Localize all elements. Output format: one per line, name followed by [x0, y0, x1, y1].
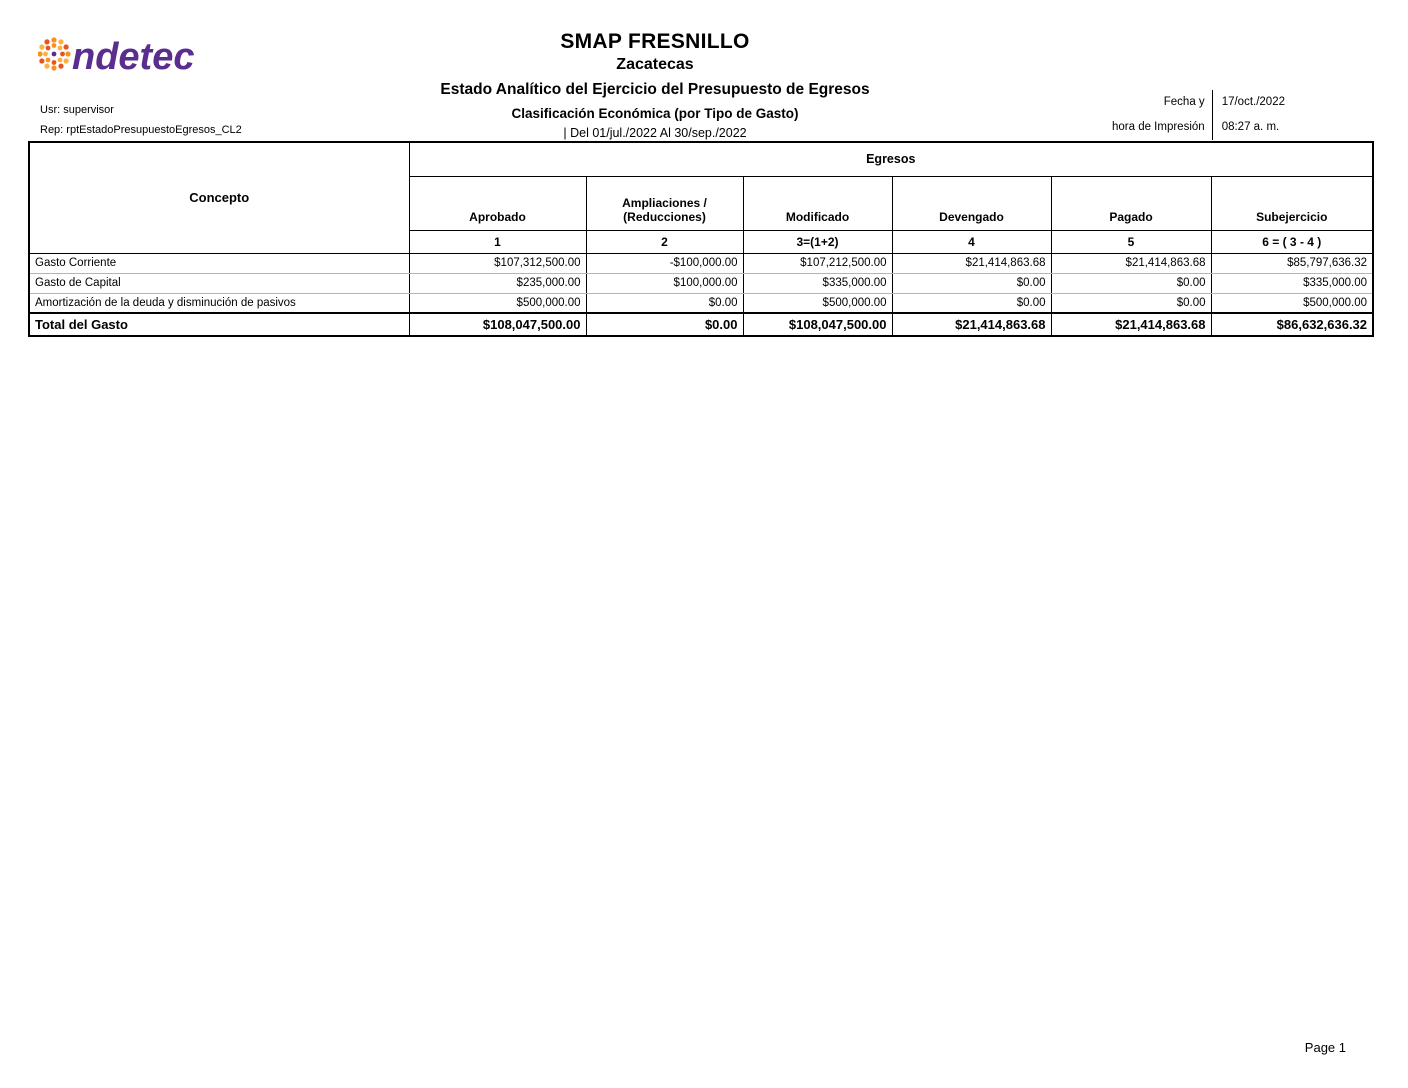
- column-header-aprobado: Aprobado: [409, 176, 586, 230]
- cell-devengado: $0.00: [892, 293, 1051, 313]
- print-date-labels: [1112, 90, 1212, 140]
- total-modificado: $108,047,500.00: [743, 313, 892, 336]
- cell-aprobado: $107,312,500.00: [409, 253, 586, 273]
- cell-ampliaciones: $100,000.00: [586, 273, 743, 293]
- cell-devengado: $0.00: [892, 273, 1051, 293]
- total-pagado: $21,414,863.68: [1051, 313, 1211, 336]
- time-value: 08:27 a. m.: [1221, 121, 1280, 133]
- date-label: Fecha y: [1163, 96, 1205, 108]
- total-ampliaciones: $0.00: [586, 313, 743, 336]
- cell-pagado: $21,414,863.68: [1051, 253, 1211, 273]
- report-label: Rep: rptEstadoPresupuestoEgresos_CL2: [40, 124, 242, 136]
- row-concept: Gasto de Capital: [29, 273, 409, 293]
- column-number-4: 4: [892, 230, 1051, 253]
- cell-subejercicio: $500,000.00: [1211, 293, 1373, 313]
- period-label: | Del 01/jul./2022 Al 30/sep./2022: [563, 126, 747, 140]
- cell-aprobado: $500,000.00: [409, 293, 586, 313]
- cell-ampliaciones: -$100,000.00: [586, 253, 743, 273]
- cell-pagado: $0.00: [1051, 293, 1211, 313]
- cell-ampliaciones: $0.00: [586, 293, 743, 313]
- user-label: Usr: supervisor: [40, 104, 114, 116]
- cell-modificado: $335,000.00: [743, 273, 892, 293]
- cell-devengado: $21,414,863.68: [892, 253, 1051, 273]
- cell-subejercicio: $335,000.00: [1211, 273, 1373, 293]
- report-title: Estado Analítico del Ejercicio del Presupuesto de Egresos: [440, 81, 870, 98]
- column-header-pagado: Pagado: [1051, 176, 1211, 230]
- total-row: [29, 313, 1373, 336]
- total-devengado: $21,414,863.68: [892, 313, 1051, 336]
- cell-aprobado: $235,000.00: [409, 273, 586, 293]
- table-row-gasto-corriente: [29, 253, 1373, 273]
- column-number-3: 3=(1+2): [743, 230, 892, 253]
- egresos-table-wrap: [28, 141, 1374, 337]
- cell-subejercicio: $85,797,636.32: [1211, 253, 1373, 273]
- column-header-modificado: Modificado: [743, 176, 892, 230]
- egresos-table: [28, 141, 1374, 337]
- column-number-5: 5: [1051, 230, 1211, 253]
- column-number-1: 1: [409, 230, 586, 253]
- time-label: hora de Impresión: [1111, 121, 1205, 133]
- column-header-devengado: Devengado: [892, 176, 1051, 230]
- total-label: Total del Gasto: [29, 313, 409, 336]
- row-concept: Gasto Corriente: [29, 253, 409, 273]
- column-header-ampliaciones: Ampliaciones / (Reducciones): [586, 176, 743, 230]
- column-number-2: 2: [586, 230, 743, 253]
- classification-title: Clasificación Económica (por Tipo de Gasto): [511, 106, 799, 121]
- org-title: SMAP FRESNILLO: [560, 30, 750, 53]
- date-value: 17/oct./2022: [1221, 96, 1285, 108]
- row-concept: Amortización de la deuda y disminución de pasivos: [29, 293, 409, 313]
- column-number-6: 6 = ( 3 - 4 ): [1211, 230, 1373, 253]
- table-row-gasto-capital: [29, 273, 1373, 293]
- table-row-amortizacion: [29, 293, 1373, 313]
- print-date-values: [1212, 90, 1285, 140]
- state-title: Zacatecas: [616, 56, 694, 73]
- group-header-row: [29, 142, 1373, 176]
- total-aprobado: $108,047,500.00: [409, 313, 586, 336]
- logo-wordmark: ndetec: [72, 36, 195, 78]
- cell-modificado: $500,000.00: [743, 293, 892, 313]
- cell-pagado: $0.00: [1051, 273, 1211, 293]
- egresos-group-header: Egresos: [409, 142, 1373, 176]
- print-date-block: [1112, 90, 1285, 140]
- page-number: Page 1: [1304, 1040, 1346, 1055]
- concept-header: Concepto: [29, 142, 409, 253]
- cell-modificado: $107,212,500.00: [743, 253, 892, 273]
- total-subejercicio: $86,632,636.32: [1211, 313, 1373, 336]
- column-header-subejercicio: Subejercicio: [1211, 176, 1373, 230]
